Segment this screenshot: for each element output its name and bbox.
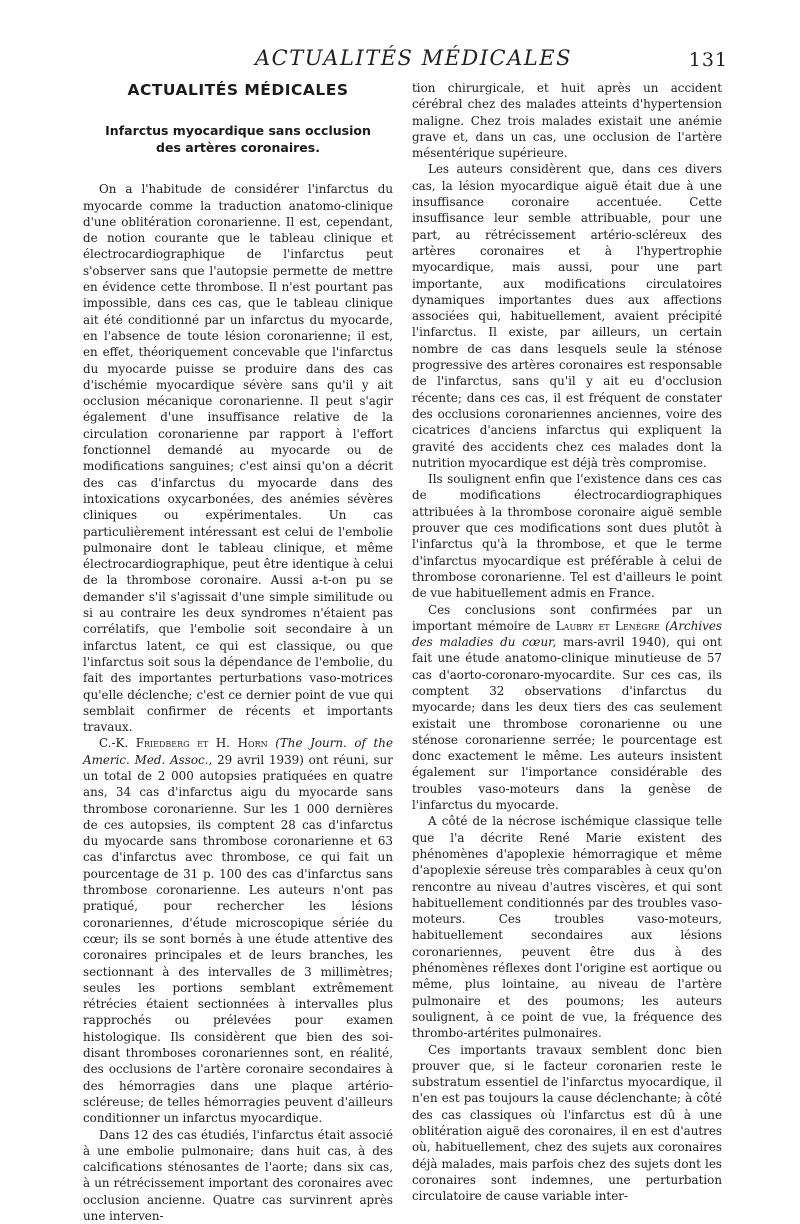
author-names: Laubry et Lenègre	[555, 618, 660, 633]
paragraph-final: Ces importants travaux semblent donc bien prouver que, si le facteur coronarien reste le substratum essentiel de l'infarctus myocardique, il n'en est pas toujours la cause déclenchante; à côté des cas classiques où l'infarctus est dû à une oblitération aiguë des coronaires, il en est d'autres où, habituellement, chez des sujets aux coronaires déjà malades, mais parfois chez des sujets dont les coronaires sont indemnes, une perturbation circulatoire de cause variable inter-	[412, 1042, 722, 1204]
paragraph-body: mars-avril 1940), qui ont fait une étude anatomo-clinique minutieuse de 57 cas d'aorto-coronaro-myocardite. Sur ces cas, ils comptent 32 observations d'infarctus du myocarde; dans les deux tiers des cas seulement existait une thrombose coronarienne ou une sténose coronarienne serrée; le pourcentage est donc exactement le même. Les auteurs insistent également sur l'importance considérable des troubles vaso-moteurs dans la genèse de l'infarctus du myocarde.	[412, 635, 723, 813]
paragraph-necrose: A côté de la nécrose ischémique classique telle que l'a décrite René Marie existent des phénomènes d'apoplexie hémorragique et même d'apoplexie séreuse très comparables à ceux qu'on rencontre au niveau d'autres viscères, et qui sont habituellement conditionnés par des troubles vaso-moteurs. Ces troubles vaso-moteurs, habituellement secondaires aux lésions coronariennes, peuvent être dus à des phénomènes réflexes dont l'origine est aortique ou même, plus lointaine, au niveau de l'artère pulmonaire et des poumons; les auteurs soulignent, à ce point de vue, la fréquence des thrombo-artérites pulmonaires.	[412, 814, 722, 1041]
paragraph-authors-consider: Les auteurs considèrent que, dans ces divers cas, la lésion myocardique aiguë était due à une insuffisance coronaire accentuée. Cette insuffisance leur semble attribuable, pour une part, au rétrécissement artério-scléreux des artères coronaires et à l'hypertrophie myocardique, mais aussi, pour une part importante, aux modifications circulatoires dynamiques importantes dues aux affections associées qui, habituellement, avaient précipité l'infarctus. Il existe, par ailleurs, un certain nombre de cas dans lesquels seule la sténose progressive des artères coronaires est responsable de l'infarctus, sans qu'il y ait eu d'occlusion récente; dans ces cas, il est fréquent de constater des occlusions coronariennes anciennes, voire des cicatrices d'anciens infarctus qui expliquent la gravité des accidents chez ces malades dont la nutrition myocardique est déjà très compromise.	[412, 162, 722, 470]
right-column	[412, 80, 722, 1204]
running-head: ACTUALITÉS MÉDICALES	[255, 46, 572, 70]
paragraph-conclusion-terms: Ils soulignent enfin que l'existence dans ces cas de modifications électrocardiographiques attribuées à la thrombose coronaire aiguë semble prouver que ces modifications sont dues plutôt à l'infarctus qu'à la thrombose, et que le terme d'infarctus myocardique est préférable à celui de thrombose coronarienne. Tel est d'ailleurs le point de vue habituellement admis en France.	[412, 472, 722, 601]
author-names: C.-K. Friedberg et H. Horn	[99, 736, 268, 751]
paragraph-lead: Ces conclusions sont confirmées par un important mémoire de	[412, 602, 722, 633]
paragraph-laubry-lenegre	[412, 602, 722, 814]
paragraph-body: 29 avril 1939) ont réuni, sur un total de 2 000 autopsies pratiquées en quatre ans, 34 cas d'infarctus aigu du myocarde sans thrombose coronarienne. Sur les 1 000 dernières de ces autopsies, ils comptent 28 cas d'infarctus du myocarde sans thrombose coronarienne et 63 cas d'infarctus avec thrombose, ce qui fait un pourcentage de 31 p. 100 des cas d'infarctus sans thrombose coronarienne. Les auteurs n'ont pas pratiqué, pour rechercher les lésions coronariennes, d'étude microscopique sériée du cœur; ils se sont bornés à une étude attentive des coronaires principales et de leurs branches, les sectionnant à des intervalles de 3 millimètres; seules les portions semblant extrêmement rétrécies étaient sectionnées à intervalles plus rapprochés ou prélevées pour examen histologique. Ils considèrent que bien des soi-disant thromboses coronariennes sont, en réalité, des occlusions de l'artère coronaire secondaires à des hémorragies dans une plaque artério-scléreuse; de telles hémorragies peuvent d'ailleurs conditionner un infarctus myocardique.	[83, 752, 393, 1126]
paragraph-intro: On a l'habitude de considérer l'infarctus du myocarde comme la traduction anatomo-clinique d'une oblitération coronarienne. Il est, cependant, de notion courante que le tableau clinique et électrocardiographique de l'infarctus peut s'observer sans que l'autopsie permette de mettre en évidence cette thrombose. Il n'est pourtant pas impossible, dans ces cas, que le tableau clinique ait été conditionné par un infarctus du myocarde, en l'absence de toute lésion coronarienne; il est, en effet, théoriquement concevable que l'infarctus du myocarde puisse se produire dans des cas d'ischémie myocardique sévère sans qu'il y ait occlusion mécanique coronarienne. Il peut s'agir également d'une insuffisance relative de la circulation coronarienne par rapport à l'effort fonctionnel demandé au myocarde ou de modifications sanguines; c'est ainsi qu'on a décrit des cas d'infarctus du myocarde dans des intoxications oxycarbonées, des anémies sévères cliniques ou expérimentales. Un cas particulièrement intéressant est celui de l'embolie pulmonaire dont le tableau clinique, et même électrocardiographique, peut être identique à celui de la thrombose coronaire. Aussi a-t-on pu se demander s'il s'agissait d'une simple similitude ou si au contraire les deux syndromes n'étaient pas corrélatifs, que l'embolie soit secondaire à un infarctus latent, ce qui est classique, ou que l'infarctus soit sous la dépendance de l'embolie, du fait des importantes perturbations vaso-motrices qu'elle déclenche; c'est ce dernier point de vue qui semblait confirmer de récents et importants travaux.	[83, 182, 393, 735]
journal-reference: (The Journ. of the Americ. Med. Assoc.,	[83, 736, 394, 767]
section-title: ACTUALITÉS MÉDICALES	[127, 81, 349, 99]
paragraph-cases: Dans 12 des cas étudiés, l'infarctus était associé à une embolie pulmonaire; dans huit cas, à des calcifications sténosantes de l'aorte; dans six cas, à un rétrécissement important des coronaires avec occlusion ancienne. Quatre cas survinrent après une interven-	[83, 1127, 393, 1223]
article-title: Infarctus myocardique sans occlusion des artères coronaires.	[105, 123, 371, 156]
paragraph-cases-continued: tion chirurgicale, et huit après un accident cérébral chez des malades atteints d'hypertension maligne. Chez trois malades existait une anémie grave et, dans un cas, une occlusion de l'artère mésentérique supérieure.	[412, 81, 722, 161]
journal-reference: (Archives des maladies du cœur,	[412, 618, 723, 650]
left-column	[83, 78, 393, 1224]
paragraph-friedberg-horn	[83, 735, 393, 1126]
page-number: 131	[688, 49, 728, 71]
